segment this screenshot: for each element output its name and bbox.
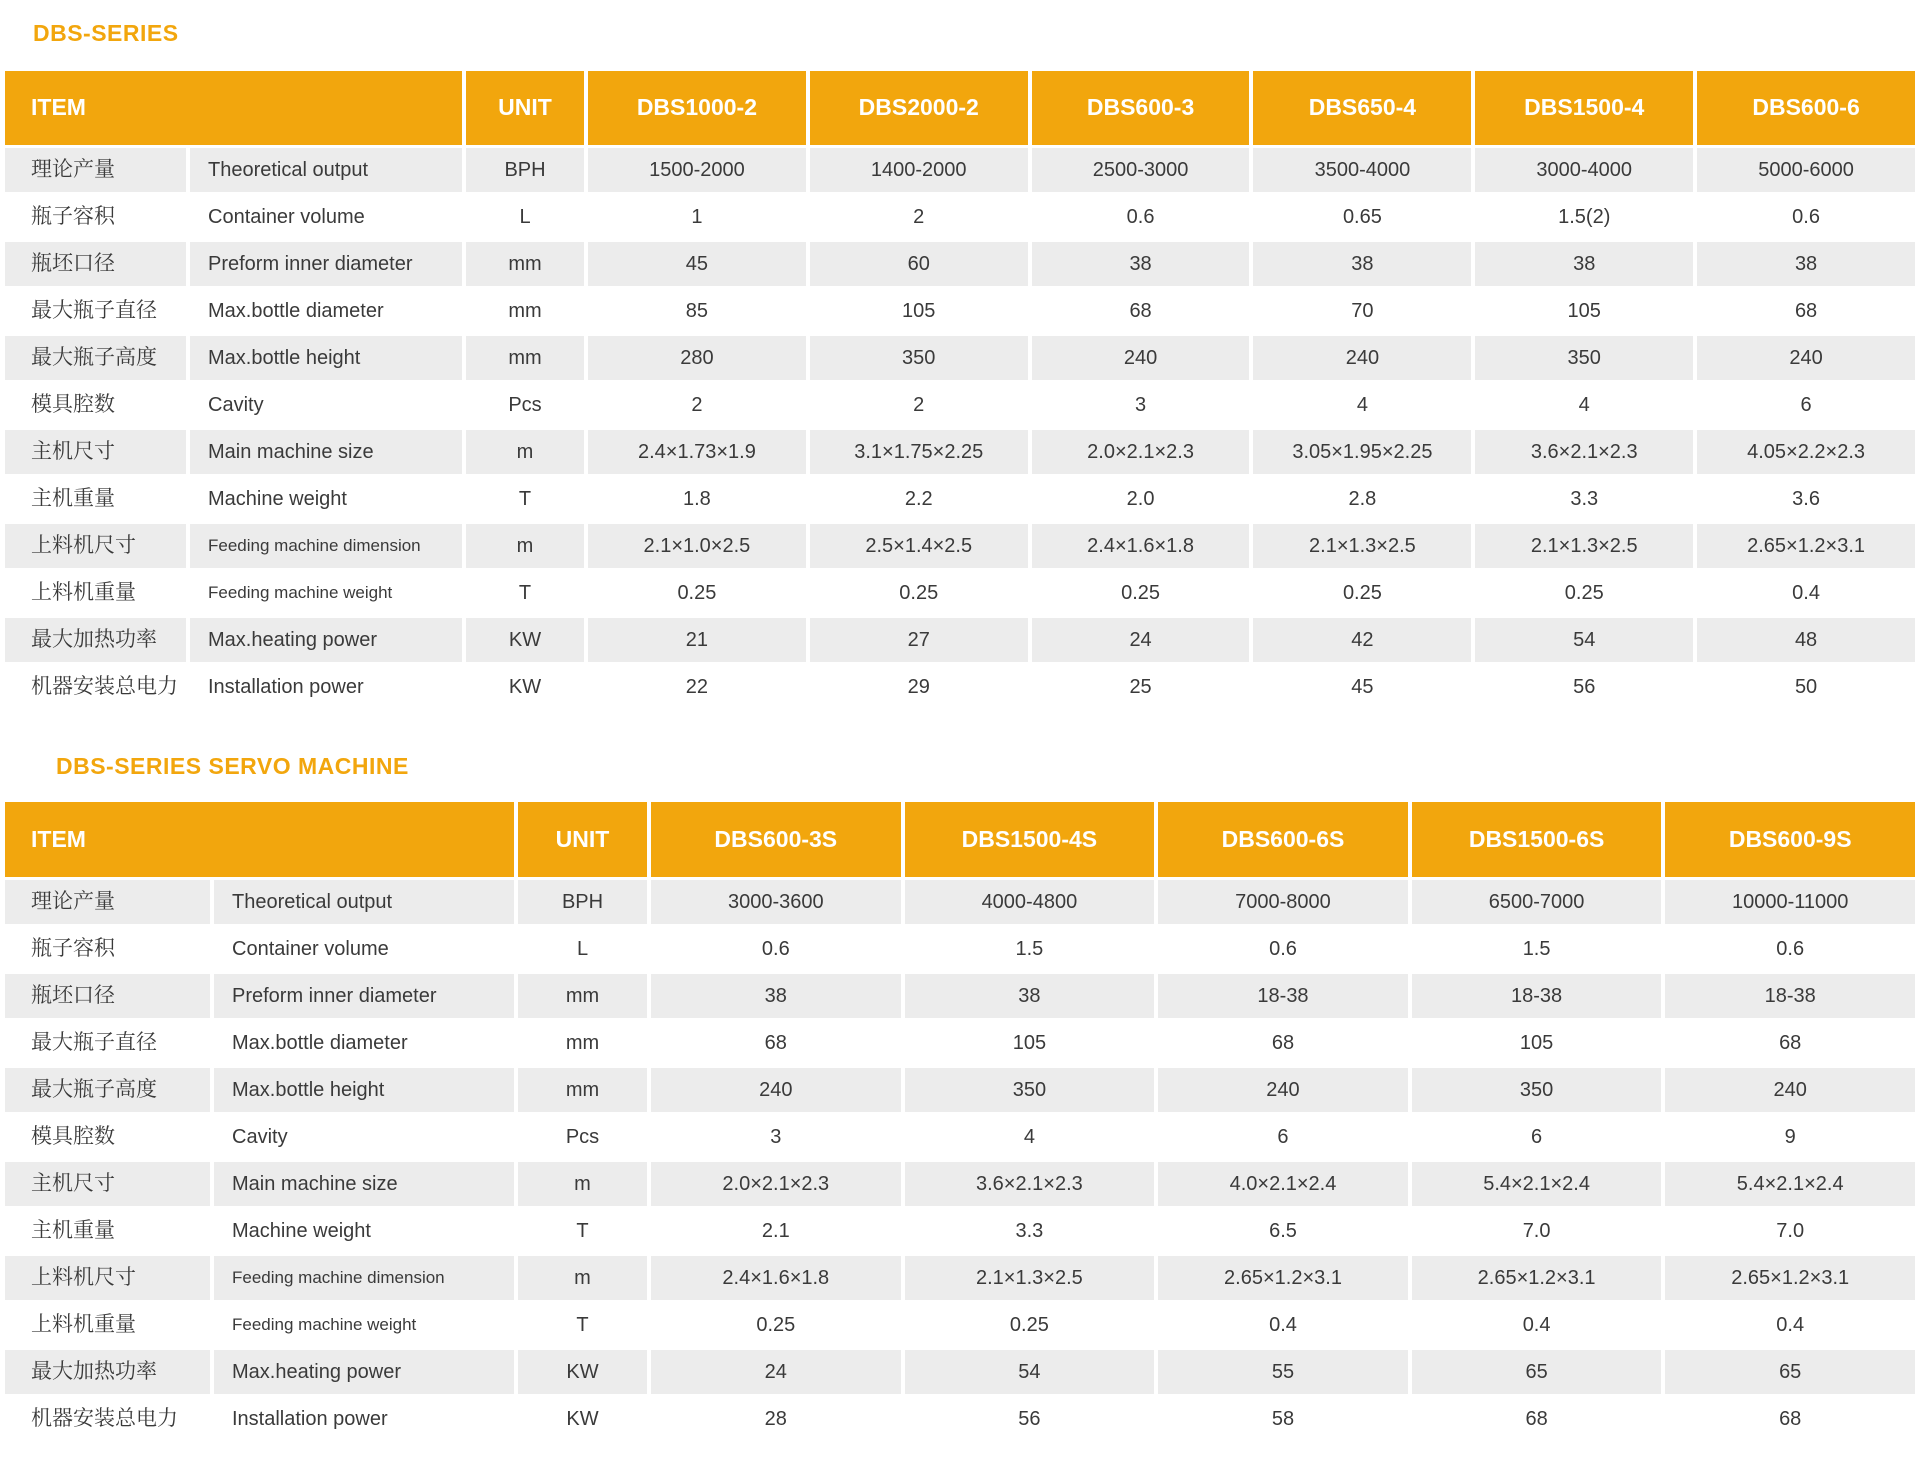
value-cell: 38 bbox=[1032, 242, 1250, 286]
column-header-item: ITEM bbox=[5, 802, 514, 877]
value-cell: 1 bbox=[691, 206, 703, 228]
value-cell: 6500-7000 bbox=[1412, 880, 1662, 924]
row-label-en: Theoretical output bbox=[214, 880, 514, 924]
column-header-model: DBS1000-2 bbox=[588, 71, 806, 145]
row-label-en: Preform inner diameter bbox=[214, 974, 514, 1018]
row-label-zh: 上料机重量 bbox=[31, 581, 136, 605]
value-cell: 2.0×2.1×2.3 bbox=[1032, 430, 1250, 474]
spec-table-dbs-series bbox=[5, 71, 1915, 709]
value-cell: 2.0 bbox=[1126, 488, 1155, 510]
value-cell: 4.05×2.2×2.3 bbox=[1697, 430, 1915, 474]
column-header-model: DBS1500-4S bbox=[905, 802, 1155, 877]
value-cell: 2.4×1.6×1.8 bbox=[651, 1256, 901, 1300]
table-title: DBS-SERIES SERVO MACHINE bbox=[56, 753, 409, 779]
row-label-zh: 瓶子容积 bbox=[31, 205, 115, 229]
row-label-zh: 主机重量 bbox=[31, 1219, 115, 1243]
value-cell: 24 bbox=[651, 1350, 901, 1394]
value-cell: 4.0×2.1×2.4 bbox=[1158, 1162, 1408, 1206]
value-cell: 5.4×2.1×2.4 bbox=[1665, 1162, 1915, 1206]
row-label-zh: 上料机重量 bbox=[31, 1313, 136, 1337]
row-label-en: Feeding machine weight bbox=[208, 582, 393, 602]
value-cell: 2.1×1.0×2.5 bbox=[588, 524, 806, 568]
row-unit: T bbox=[518, 582, 532, 604]
value-cell: 1.5(2) bbox=[1558, 206, 1611, 228]
value-cell: 3 bbox=[770, 1126, 782, 1148]
row-unit: KW bbox=[508, 676, 542, 698]
value-cell: 1.5 bbox=[1015, 938, 1044, 960]
value-cell: 6 bbox=[1800, 394, 1812, 416]
value-cell: 2.1 bbox=[761, 1220, 790, 1242]
value-cell: 54 bbox=[1475, 618, 1693, 662]
value-cell: 350 bbox=[905, 1068, 1155, 1112]
row-unit: mm bbox=[466, 336, 584, 380]
value-cell: 21 bbox=[588, 618, 806, 662]
column-header-model: DBS600-3S bbox=[651, 802, 901, 877]
value-cell: 68 bbox=[1779, 1032, 1802, 1054]
value-cell: 3000-3600 bbox=[651, 880, 901, 924]
value-cell: 240 bbox=[1253, 336, 1471, 380]
row-label-zh: 最大瓶子直径 bbox=[31, 299, 157, 323]
value-cell: 45 bbox=[1351, 676, 1374, 698]
value-cell: 7.0 bbox=[1522, 1220, 1551, 1242]
row-label-zh: 瓶坯口径 bbox=[5, 974, 210, 1018]
row-label-en: Theoretical output bbox=[190, 148, 462, 192]
column-header-model: DBS2000-2 bbox=[810, 71, 1028, 145]
row-label-en: Feeding machine dimension bbox=[190, 524, 462, 568]
row-unit: BPH bbox=[518, 880, 647, 924]
value-cell: 1500-2000 bbox=[588, 148, 806, 192]
row-label-en: Container volume bbox=[208, 206, 365, 228]
value-cell: 240 bbox=[1665, 1068, 1915, 1112]
row-label-en: Max.bottle diameter bbox=[208, 300, 384, 322]
value-cell: 85 bbox=[685, 300, 709, 322]
value-cell: 54 bbox=[905, 1350, 1155, 1394]
value-cell: 50 bbox=[1794, 676, 1818, 698]
value-cell: 1.8 bbox=[683, 488, 711, 510]
value-cell: 2.2 bbox=[904, 488, 933, 510]
value-cell: 3 bbox=[1135, 394, 1147, 416]
value-cell: 0.6 bbox=[1126, 206, 1155, 228]
row-label-zh: 主机尺寸 bbox=[5, 1162, 210, 1206]
value-cell: 0.65 bbox=[1342, 206, 1382, 228]
row-unit: mm bbox=[508, 300, 542, 322]
row-label-en: Installation power bbox=[232, 1408, 388, 1430]
column-header-model: DBS1500-4 bbox=[1475, 71, 1693, 145]
value-cell: 27 bbox=[810, 618, 1028, 662]
value-cell: 2.65×1.2×3.1 bbox=[1158, 1256, 1408, 1300]
row-unit: mm bbox=[518, 1068, 647, 1112]
row-unit: KW bbox=[466, 618, 584, 662]
value-cell: 38 bbox=[905, 974, 1155, 1018]
value-cell: 240 bbox=[1158, 1068, 1408, 1112]
value-cell: 7000-8000 bbox=[1158, 880, 1408, 924]
value-cell: 2500-3000 bbox=[1032, 148, 1250, 192]
value-cell: 2.65×1.2×3.1 bbox=[1665, 1256, 1915, 1300]
row-label-en: Max.heating power bbox=[214, 1350, 514, 1394]
value-cell: 1400-2000 bbox=[810, 148, 1028, 192]
row-label-en: Installation power bbox=[208, 676, 364, 698]
value-cell: 2.4×1.73×1.9 bbox=[588, 430, 806, 474]
row-label-zh: 模具腔数 bbox=[31, 393, 115, 417]
value-cell: 68 bbox=[1271, 1032, 1295, 1054]
row-unit: L bbox=[519, 206, 531, 228]
row-unit: m bbox=[518, 1256, 647, 1300]
value-cell: 0.25 bbox=[1342, 582, 1382, 604]
value-cell: 280 bbox=[588, 336, 806, 380]
value-cell: 68 bbox=[1779, 1408, 1802, 1430]
row-unit: BPH bbox=[466, 148, 584, 192]
value-cell: 0.25 bbox=[677, 582, 717, 604]
row-label-en: Machine weight bbox=[208, 488, 347, 510]
row-label-zh: 上料机尺寸 bbox=[5, 1256, 210, 1300]
row-label-en: Cavity bbox=[232, 1126, 288, 1148]
value-cell: 18-38 bbox=[1412, 974, 1662, 1018]
value-cell: 3.3 bbox=[1015, 1220, 1044, 1242]
value-cell: 4000-4800 bbox=[905, 880, 1155, 924]
spec-table-dbs-series-servo bbox=[5, 802, 1915, 1441]
row-label-zh: 上料机尺寸 bbox=[5, 524, 186, 568]
row-label-en: Container volume bbox=[232, 938, 389, 960]
value-cell: 38 bbox=[1697, 242, 1915, 286]
value-cell: 60 bbox=[810, 242, 1028, 286]
value-cell: 18-38 bbox=[1158, 974, 1408, 1018]
value-cell: 0.6 bbox=[1269, 938, 1297, 960]
row-unit: mm bbox=[466, 242, 584, 286]
value-cell: 105 bbox=[902, 300, 936, 322]
value-cell: 0.4 bbox=[1522, 1314, 1551, 1336]
value-cell: 2.65×1.2×3.1 bbox=[1697, 524, 1915, 568]
row-label-en: Main machine size bbox=[214, 1162, 514, 1206]
column-header-item: ITEM bbox=[5, 71, 462, 145]
value-cell: 0.25 bbox=[1009, 1314, 1049, 1336]
value-cell: 5000-6000 bbox=[1697, 148, 1915, 192]
row-unit: T bbox=[576, 1314, 589, 1336]
value-cell: 68 bbox=[764, 1032, 787, 1054]
row-unit: m bbox=[466, 524, 584, 568]
column-header-unit: UNIT bbox=[466, 71, 584, 145]
value-cell: 2.0×2.1×2.3 bbox=[651, 1162, 901, 1206]
value-cell: 3.3 bbox=[1570, 488, 1599, 510]
value-cell: 4 bbox=[1356, 394, 1368, 416]
row-unit: m bbox=[466, 430, 584, 474]
value-cell: 1.5 bbox=[1522, 938, 1551, 960]
value-cell: 18-38 bbox=[1665, 974, 1915, 1018]
value-cell: 3.6 bbox=[1792, 488, 1820, 510]
value-cell: 9 bbox=[1784, 1126, 1796, 1148]
value-cell: 2.1×1.3×2.5 bbox=[1475, 524, 1693, 568]
value-cell: 4 bbox=[1578, 394, 1590, 416]
value-cell: 0.4 bbox=[1792, 582, 1820, 604]
column-header-model: DBS600-9S bbox=[1665, 802, 1915, 877]
value-cell: 105 bbox=[1012, 1032, 1047, 1054]
row-label-en: Max.bottle diameter bbox=[232, 1032, 408, 1054]
value-cell: 38 bbox=[651, 974, 901, 1018]
value-cell: 3500-4000 bbox=[1253, 148, 1471, 192]
value-cell: 240 bbox=[1697, 336, 1915, 380]
row-label-zh: 机器安装总电力 bbox=[31, 675, 178, 699]
value-cell: 350 bbox=[1475, 336, 1693, 380]
value-cell: 10000-11000 bbox=[1665, 880, 1915, 924]
value-cell: 0.25 bbox=[1564, 582, 1604, 604]
row-unit: KW bbox=[518, 1350, 647, 1394]
row-label-en: Max.bottle height bbox=[214, 1068, 514, 1112]
column-header-unit: UNIT bbox=[518, 802, 647, 877]
row-label-zh: 最大瓶子高度 bbox=[5, 1068, 210, 1112]
value-cell: 0.6 bbox=[1776, 938, 1805, 960]
value-cell: 2 bbox=[913, 394, 925, 416]
row-label-zh: 瓶坯口径 bbox=[5, 242, 186, 286]
row-label-zh: 机器安装总电力 bbox=[31, 1407, 178, 1431]
value-cell: 2 bbox=[913, 206, 925, 228]
row-label-zh: 最大加热功率 bbox=[5, 618, 186, 662]
row-label-en: Max.heating power bbox=[190, 618, 462, 662]
value-cell: 0.4 bbox=[1269, 1314, 1297, 1336]
row-label-en: Feeding machine weight bbox=[232, 1314, 417, 1334]
row-label-zh: 最大加热功率 bbox=[5, 1350, 210, 1394]
row-label-zh: 主机尺寸 bbox=[5, 430, 186, 474]
row-label-en: Max.bottle height bbox=[190, 336, 462, 380]
value-cell: 2.1×1.3×2.5 bbox=[1253, 524, 1471, 568]
row-label-zh: 最大瓶子直径 bbox=[31, 1031, 157, 1055]
value-cell: 2.4×1.6×1.8 bbox=[1032, 524, 1250, 568]
row-label-zh: 模具腔数 bbox=[31, 1125, 115, 1149]
row-unit: m bbox=[518, 1162, 647, 1206]
table-title: DBS-SERIES bbox=[33, 20, 179, 46]
value-cell: 105 bbox=[1567, 300, 1601, 322]
value-cell: 0.25 bbox=[1121, 582, 1161, 604]
value-cell: 28 bbox=[764, 1408, 787, 1430]
value-cell: 6.5 bbox=[1269, 1220, 1297, 1242]
row-label-en: Machine weight bbox=[232, 1220, 371, 1242]
value-cell: 25 bbox=[1129, 676, 1152, 698]
row-label-zh: 最大瓶子高度 bbox=[5, 336, 186, 380]
value-cell: 2 bbox=[691, 394, 703, 416]
value-cell: 6 bbox=[1277, 1126, 1289, 1148]
value-cell: 70 bbox=[1351, 300, 1374, 322]
value-cell: 3000-4000 bbox=[1475, 148, 1693, 192]
value-cell: 2.1×1.3×2.5 bbox=[905, 1256, 1155, 1300]
value-cell: 0.25 bbox=[756, 1314, 796, 1336]
value-cell: 350 bbox=[810, 336, 1028, 380]
value-cell: 56 bbox=[1018, 1408, 1041, 1430]
value-cell: 56 bbox=[1573, 676, 1596, 698]
value-cell: 3.05×1.95×2.25 bbox=[1253, 430, 1471, 474]
value-cell: 38 bbox=[1475, 242, 1693, 286]
value-cell: 58 bbox=[1271, 1408, 1295, 1430]
value-cell: 24 bbox=[1032, 618, 1250, 662]
value-cell: 4 bbox=[1023, 1126, 1035, 1148]
value-cell: 3.6×2.1×2.3 bbox=[1475, 430, 1693, 474]
value-cell: 7.0 bbox=[1776, 1220, 1805, 1242]
value-cell: 68 bbox=[1129, 300, 1152, 322]
row-label-en: Feeding machine dimension bbox=[214, 1256, 514, 1300]
row-unit: T bbox=[518, 488, 532, 510]
row-unit: Pcs bbox=[565, 1126, 600, 1148]
value-cell: 65 bbox=[1665, 1350, 1915, 1394]
row-label-zh: 理论产量 bbox=[5, 148, 186, 192]
value-cell: 65 bbox=[1412, 1350, 1662, 1394]
value-cell: 105 bbox=[1519, 1032, 1554, 1054]
value-cell: 68 bbox=[1794, 300, 1818, 322]
value-cell: 2.5×1.4×2.5 bbox=[810, 524, 1028, 568]
column-header-model: DBS1500-6S bbox=[1412, 802, 1662, 877]
row-label-zh: 主机重量 bbox=[31, 487, 115, 511]
value-cell: 55 bbox=[1158, 1350, 1408, 1394]
value-cell: 2.65×1.2×3.1 bbox=[1412, 1256, 1662, 1300]
column-header-model: DBS600-6 bbox=[1697, 71, 1915, 145]
value-cell: 68 bbox=[1525, 1408, 1548, 1430]
value-cell: 0.6 bbox=[761, 938, 790, 960]
row-label-en: Cavity bbox=[208, 394, 264, 416]
value-cell: 22 bbox=[685, 676, 709, 698]
value-cell: 0.4 bbox=[1776, 1314, 1805, 1336]
row-unit: mm bbox=[518, 974, 647, 1018]
row-label-zh: 瓶子容积 bbox=[31, 937, 115, 961]
row-unit: KW bbox=[566, 1408, 599, 1430]
value-cell: 350 bbox=[1412, 1068, 1662, 1112]
spec-sheet-document bbox=[0, 20, 1915, 1441]
column-header-model: DBS600-6S bbox=[1158, 802, 1408, 877]
row-unit: Pcs bbox=[508, 394, 542, 416]
value-cell: 2.8 bbox=[1348, 488, 1377, 510]
row-unit: T bbox=[576, 1220, 589, 1242]
column-header-model: DBS650-4 bbox=[1253, 71, 1471, 145]
row-label-en: Main machine size bbox=[190, 430, 462, 474]
value-cell: 5.4×2.1×2.4 bbox=[1412, 1162, 1662, 1206]
value-cell: 42 bbox=[1253, 618, 1471, 662]
column-header-model: DBS600-3 bbox=[1032, 71, 1250, 145]
value-cell: 48 bbox=[1697, 618, 1915, 662]
value-cell: 45 bbox=[588, 242, 806, 286]
value-cell: 38 bbox=[1253, 242, 1471, 286]
value-cell: 240 bbox=[1032, 336, 1250, 380]
row-label-zh: 理论产量 bbox=[5, 880, 210, 924]
value-cell: 0.6 bbox=[1792, 206, 1820, 228]
row-unit: L bbox=[576, 938, 589, 960]
value-cell: 6 bbox=[1531, 1126, 1543, 1148]
value-cell: 3.1×1.75×2.25 bbox=[810, 430, 1028, 474]
value-cell: 240 bbox=[651, 1068, 901, 1112]
row-label-en: Preform inner diameter bbox=[190, 242, 462, 286]
row-unit: mm bbox=[565, 1032, 600, 1054]
value-cell: 3.6×2.1×2.3 bbox=[905, 1162, 1155, 1206]
value-cell: 0.25 bbox=[899, 582, 939, 604]
value-cell: 29 bbox=[907, 676, 930, 698]
